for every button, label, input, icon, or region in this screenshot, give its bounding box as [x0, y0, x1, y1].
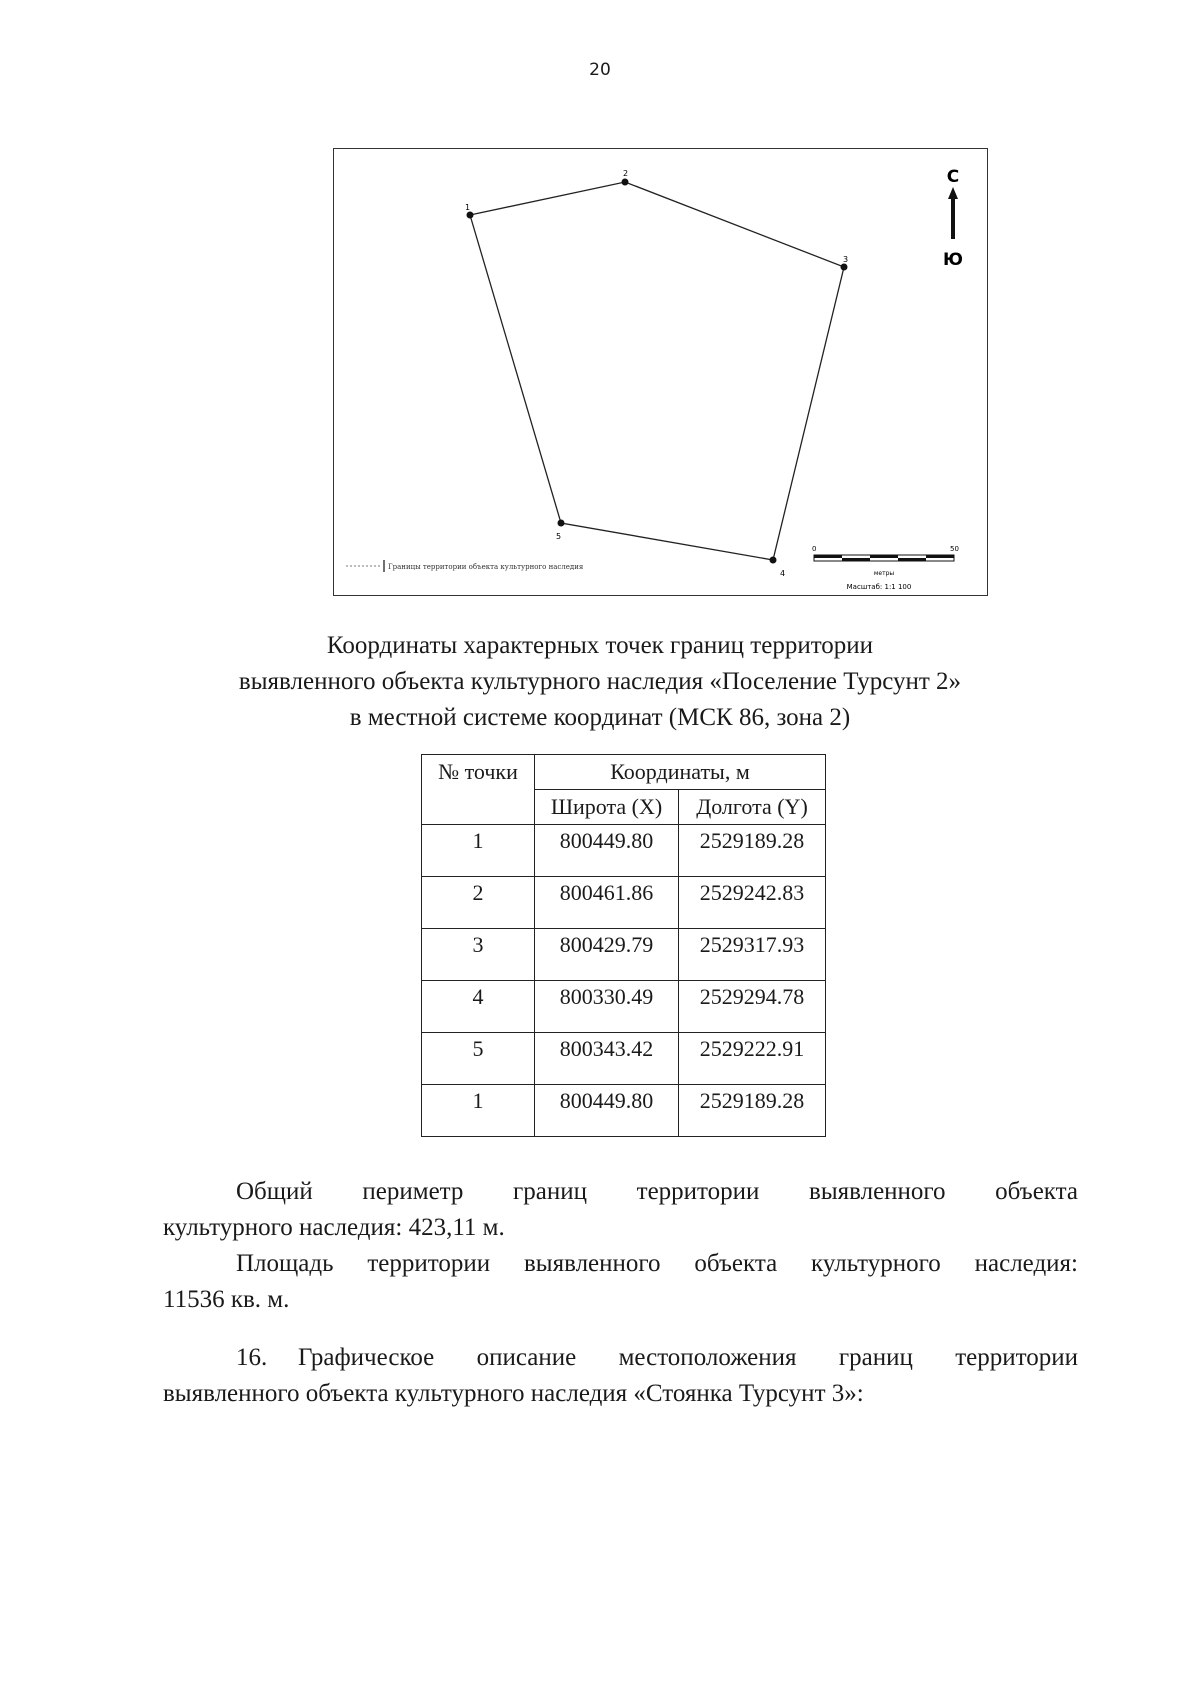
north-arrow-icon [943, 167, 963, 270]
item-number: 16. [236, 1344, 268, 1371]
point-marker-2 [622, 179, 629, 186]
cell-point: 1 [422, 825, 535, 877]
item-16-line-1: Графическое описание местоположения границ территории [298, 1344, 1078, 1371]
perimeter-word: территории [636, 1178, 760, 1205]
map-legend [346, 560, 584, 572]
cell-x: 800461.86 [535, 877, 679, 929]
cell-x: 800449.80 [535, 825, 679, 877]
table-caption [0, 628, 1200, 736]
perimeter-word: выявленного [809, 1178, 946, 1205]
cell-x: 800449.80 [535, 1085, 679, 1137]
cell-y: 2529189.28 [679, 1085, 826, 1137]
caption-line-1: Координаты характерных точек границ территории [326, 632, 874, 659]
cell-point: 4 [422, 981, 535, 1033]
perimeter-line-2: культурного наследия: 423,11 м. [163, 1214, 505, 1241]
cell-x: 800343.42 [535, 1033, 679, 1085]
cell-y: 2529294.78 [679, 981, 826, 1033]
table-row [422, 1085, 826, 1137]
perimeter-paragraph [163, 1174, 1078, 1246]
header-x: Широта (X) [535, 790, 679, 825]
cell-point: 3 [422, 929, 535, 981]
area-paragraph [163, 1246, 1078, 1318]
scale-text: Масштаб: 1:1 100 [846, 583, 912, 591]
area-line-2: 11536 кв. м. [163, 1286, 290, 1313]
item-16-line-2: выявленного объекта культурного наследия «Стоянка Турсунт 3»: [163, 1380, 864, 1407]
scale-end-label: 50 [950, 545, 959, 553]
table-row [422, 981, 826, 1033]
table-row [422, 1033, 826, 1085]
header-y: Долгота (Y) [679, 790, 826, 825]
point-label-4: 4 [780, 569, 786, 578]
legend-text: Границы территории объекта культурного наследия [388, 563, 584, 571]
point-label-1: 1 [465, 203, 471, 212]
perimeter-word: периметр [362, 1178, 464, 1205]
table-row [422, 877, 826, 929]
point-marker-3 [841, 264, 848, 271]
item-16-paragraph [163, 1340, 1078, 1412]
boundary-polygon [470, 182, 844, 560]
cell-point: 5 [422, 1033, 535, 1085]
perimeter-word: Общий [236, 1178, 313, 1205]
point-marker-4 [770, 557, 777, 564]
point-marker-5 [558, 520, 565, 527]
point-label-5: 5 [556, 532, 562, 541]
header-coords: Координаты, м [535, 755, 826, 790]
point-label-2: 2 [623, 169, 629, 178]
south-label: Ю [943, 250, 963, 270]
cell-y: 2529242.83 [679, 877, 826, 929]
map-drawing [334, 149, 986, 594]
cell-y: 2529317.93 [679, 929, 826, 981]
scale-start-label: 0 [812, 545, 817, 553]
point-label-3: 3 [843, 255, 849, 264]
page-number: 20 [589, 60, 611, 80]
perimeter-word: объекта [995, 1178, 1078, 1205]
point-marker-1 [467, 212, 474, 219]
cell-y: 2529189.28 [679, 825, 826, 877]
table-row [422, 929, 826, 981]
cell-point: 2 [422, 877, 535, 929]
header-point: № точки [422, 755, 535, 825]
north-label: С [946, 167, 960, 187]
scale-units: метры [873, 570, 895, 577]
coordinates-table [421, 754, 826, 1137]
cell-x: 800429.79 [535, 929, 679, 981]
perimeter-line-1 [163, 1174, 1078, 1210]
boundary-map [333, 148, 988, 596]
cell-y: 2529222.91 [679, 1033, 826, 1085]
table-row [422, 825, 826, 877]
area-line-1: Площадь территории выявленного объекта культурного наследия: [236, 1250, 1078, 1277]
caption-line-2: выявленного объекта культурного наследия «Поселение Турсунт 2» [238, 668, 962, 695]
caption-line-3: в местной системе координат (МСК 86, зона 2) [349, 704, 851, 731]
perimeter-word: границ [513, 1178, 588, 1205]
scale-bar [812, 545, 959, 591]
cell-x: 800330.49 [535, 981, 679, 1033]
cell-point: 1 [422, 1085, 535, 1137]
